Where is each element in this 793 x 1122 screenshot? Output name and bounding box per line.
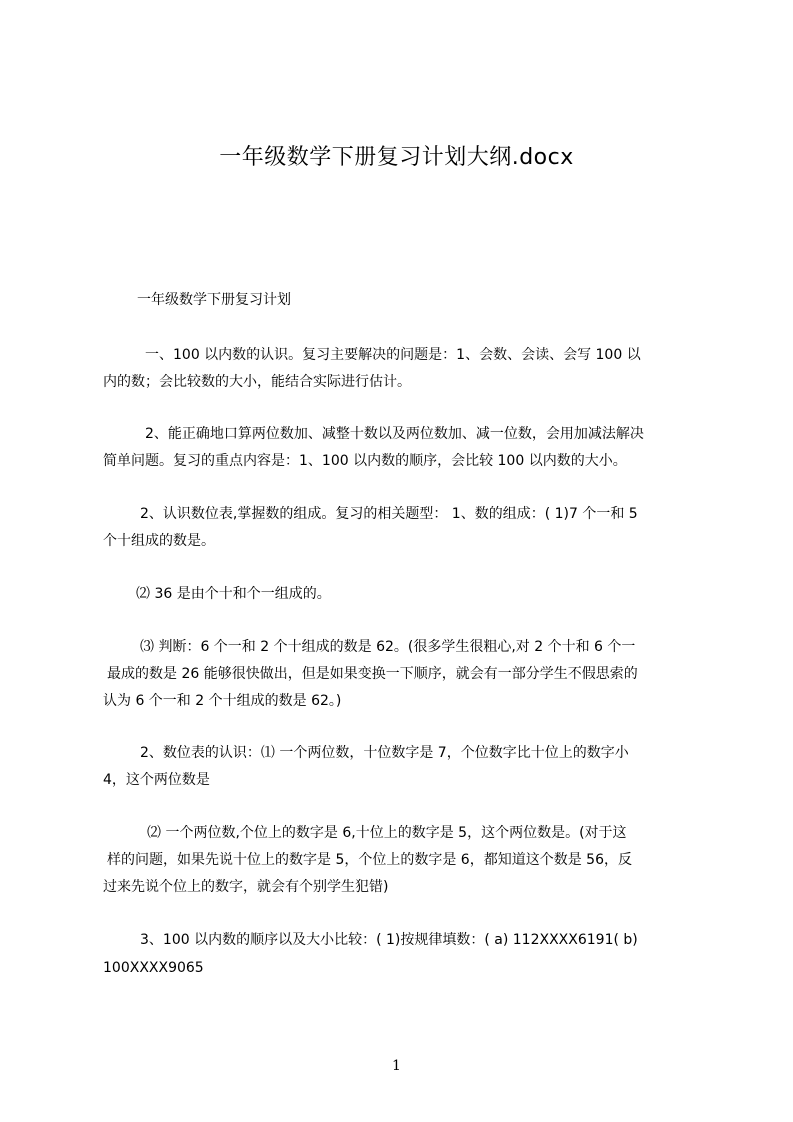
paragraph-line: 2、能正确地口算两位数加、减整十数以及两位数加、减一位数，会用加减法解决: [145, 426, 644, 442]
paragraph-line: ⑵ 36 是由个十和个一组成的。: [136, 586, 331, 602]
paragraph-line: 认为 6 个一和 2 个十组成的数是 62。): [103, 693, 342, 709]
document-title: 一年级数学下册复习计划大纲.docx: [219, 145, 574, 170]
document-heading: 一年级数学下册复习计划: [137, 292, 291, 308]
paragraph-line: 最成的数是 26 能够很快做出，但是如果变换一下顺序，就会有一部分学生不假思索的: [107, 666, 638, 682]
paragraph-line: 简单问题。复习的重点内容是：1、100 以内数的顺序，会比较 100 以内数的大小。: [103, 453, 627, 469]
paragraph-line: 内的数；会比较数的大小，能结合实际进行估计。: [103, 374, 411, 390]
paragraph-line: ⑵ 一个两位数,个位上的数字是 6,十位上的数字是 5，这个两位数是。(对于这: [147, 825, 627, 841]
paragraph-line: 3、100 以内数的顺序以及大小比较：( 1)按规律填数：( a) 112XXXX6191( b): [140, 932, 638, 948]
paragraph-line: 2、认识数位表,掌握数的组成。复习的相关题型： 1、数的组成：( 1)7 个一和 5: [140, 506, 638, 522]
paragraph-line: 过来先说个位上的数字，就会有个别学生犯错): [103, 879, 389, 895]
paragraph-line: 一、100 以内数的认识。复习主要解决的问题是：1、会数、会读、会写 100 以: [145, 347, 641, 363]
paragraph-line: 100XXXX9065: [103, 960, 204, 976]
paragraph-line: 2、数位表的认识：⑴ 一个两位数，十位数字是 7，个位数字比十位上的数字小: [140, 745, 629, 761]
paragraph-line: 样的问题，如果先说十位上的数字是 5，个位上的数字是 6，都知道这个数是 56，反: [107, 852, 632, 868]
paragraph-line: ⑶ 判断：6 个一和 2 个十组成的数是 62。(很多学生很粗心,对 2 个十和 6 个一: [140, 639, 636, 655]
page-number: 1: [392, 1058, 401, 1074]
paragraph-line: 4，这个两位数是: [103, 772, 210, 788]
paragraph-line: 个十组成的数是。: [103, 533, 215, 549]
